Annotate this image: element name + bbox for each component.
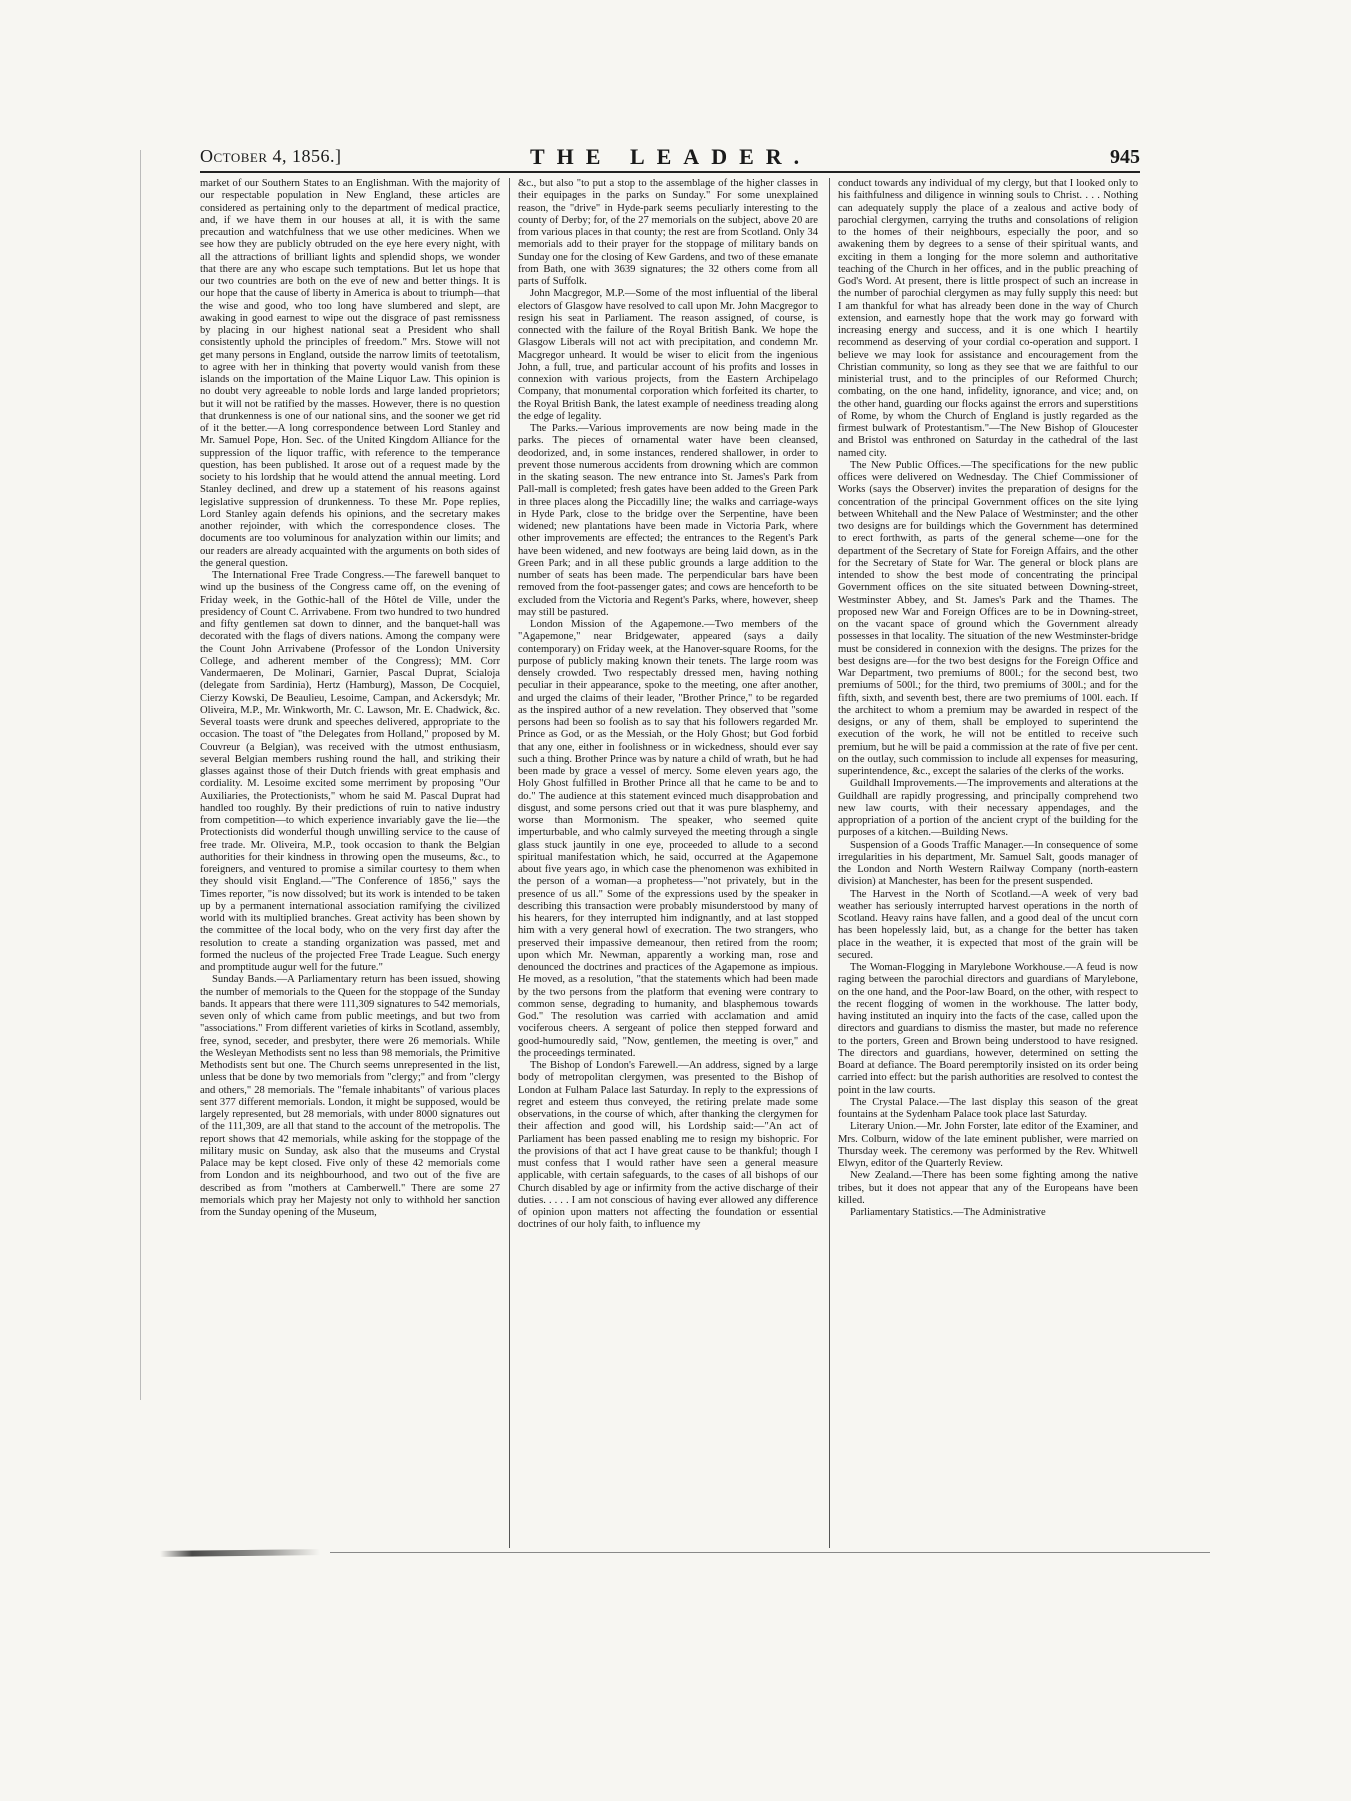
paragraph: Suspension of a Goods Traffic Manager.—In consequence of some irregularities in his department, Mr. Samuel Salt, goods manager of the London and North Western Railway Company (north-eastern division) at Manchester, has been for the present suspended.	[838, 839, 1138, 888]
paragraph: The Woman-Flogging in Marylebone Workhouse.—A feud is now raging between the parochial directors and guardians of Marylebone, on the one hand, and the Poor-law Board, on the other, with respect to the recent flogging of women in the workhouse. The latter body, having instituted an inquiry into the facts of the case, called upon the directors and guardians to dismiss the master, but made no reference to the porters, Green and Brown being understood to have resigned. The directors and guardians, however, determined on setting the Board at defiance. The Board peremptorily insisted on its order being carried into effect: but the parish authorities are resolved to contest the point in the law courts.	[838, 962, 1138, 1096]
page-number: 945	[1110, 146, 1140, 168]
paragraph: market of our Southern States to an Englishman. With the majority of our respectable population in New England, these articles are considered as pertaining only to the department of medical practice, and, if we have them in our houses at all, it is with the same precaution and watchfulness that we use other medicines. When we see how they are publicly obtruded on the eye here every night, with all the attractions of brilliant lights and splendid shops, we wonder that there are any who escape such temptations. But let us hope that our two countries are both on the eve of new and better things. It is our hope that the cause of liberty in America is about to triumph—that the wise and good, who too long have slumbered and slept, are awaking in good earnest to wipe out the disgrace of past remissness by placing in our highest national seat a President who shall consistently uphold the principles of freedom." Mrs. Stowe will not get many persons in England, outside the narrow limits of teetotalism, to agree with her in thinking that poverty would vanish from these islands on the importation of the Maine Liquor Law. This opinion is no doubt very agreeable to noble lords and large landed proprietors; but it will not be ratified by the masses. However, there is no question that drunkenness is one of our national sins, and the sooner we get rid of it the better.—A long correspondence between Lord Stanley and Mr. Samuel Pope, Hon. Sec. of the United Kingdom Alliance for the suppression of the liquor traffic, with reference to the temperance question, has been published. It arose out of a request made by the society to his lordship that he would attend the annual meeting. Lord Stanley declined, and drew up a statement of his reasons against legislative suppression of drunkenness. To these Mr. Pope replies, Lord Stanley again defends his opinions, and the secretary makes another rejoinder, with which the correspondence closes. The documents are too voluminous for analyzation within our limits; and our readers are already acquainted with the arguments on both sides of the general question.	[200, 178, 500, 569]
column-divider	[509, 178, 510, 1548]
paragraph: Sunday Bands.—A Parliamentary return has been issued, showing the number of memorials to the Queen for the stoppage of the Sunday bands. It appears that there were 111,309 signatures to 542 memorials, seven only of which came from public meetings, and but two from "associations." From different varieties of kirks in Scotland, assembly, free, synod, seceder, and presbyter, there were 26 memorials. While the Wesleyan Methodists sent no less than 98 memorials, the Primitive Methodists sent but one. The Church seems unrepresented in the list, unless that be done by two memorials from "clergy;" and from "clergy and others," 28 memorials. The "female inhabitants" of various places sent 377 different memorials. London, it might be supposed, would be largely represented, but 28 memorials, with under 8000 signatures out of the 111,309, are all that stand to the account of the metropolis. The report shows that 42 memorials, while asking for the stoppage of the military music on Sunday, ask also that the museums and Crystal Palace may be kept closed. Five only of these 42 memorials come from London and its neighbourhood, and two out of the five are described as from "mothers at Camberwell." There are some 27 memorials which pray her Majesty not only to withhold her sanction from the Sunday opening of the Museum,	[200, 974, 500, 1218]
paragraph: conduct towards any individual of my clergy, but that I looked only to his faithfulness and diligence in winning souls to Christ. . . . Nothing can adequately supply the place of a zealous and active body of parochial clergymen, carrying the truths and consolations of religion to the homes of their neighbours, especially the poor, and so awakening them by degrees to a sense of their spiritual wants, and exciting in them a longing for the more solemn and authoritative teaching of the Church in her offices, and in the public preaching of God's Word. At present, there is little prospect of such an increase in the number of parochial clergymen as may fully supply this need: but I am thankful for what has already been done in the way of Church extension, and earnestly hope that the work may go forward with increasing energy and success, and it is one which I heartily recommend as deserving of your cordial co-operation and support. I believe we may look for assistance and encouragement from the Christian community, so long as they see that we are faithful to our ministerial trust, and to the principles of our Reformed Church; combating, on the one hand, infidelity, ignorance, and vice; and, on the other hand, guarding our flocks against the errors and superstitions of Rome, by whom the Church of England is justly regarded as the firmest bulwark of Protestantism."—The New Bishop of Gloucester and Bristol was enthroned on Saturday in the cathedral of the last named city.	[838, 178, 1138, 459]
paragraph: The New Public Offices.—The specifications for the new public offices were delivered on Wednesday. The Chief Commissioner of Works (says the Observer) invites the preparation of designs for the concentration of the principal Government offices on the site lying between Whitehall and the New Palace of Westminster; and the other two designs are for buildings which the Government has determined to erect forthwith, as parts of the general scheme—one for the department of the Secretary of State for Foreign Affairs, and the other for the Secretary of State for War. The general or block plans are intended to show the best mode of concentrating the principal Government offices on the site situated between Downing-street, Westminster Abbey, and St. James's Park and the Thames. The proposed new War and Foreign Offices are to be in Downing-street, on the vacant space of ground which the Government already possesses in that locality. The situation of the new Westminster-bridge must be considered in connexion with the designs. The prizes for the best designs are—for the two best designs for the Foreign Office and War Department, two premiums of 800l.; for the second best, two premiums of 500l.; for the third, two premiums of 300l.; and for the fifth, sixth, and seventh best, there are two premiums of 100l. each. If the architect to whom a premium may be awarded in respect of the designs, or any of them, shall be employed to superintend the execution of the work, he will not be entitled to receive such premium, but he will be paid a commission at the rate of five per cent. on the outlay, such commission to include all expenses for measuring, superintendence, &c., except the salaries of the clerks of the works.	[838, 459, 1138, 777]
ink-smudge	[160, 1549, 320, 1557]
paragraph: Parliamentary Statistics.—The Administrative	[850, 1207, 1046, 1218]
paragraph: Guildhall Improvements.—The improvements and alterations at the Guildhall are rapidly progressing, and principally comprehend two new law courts, with their necessary appendages, and the appropriation of a portion of the ancient crypt of the building for the purposes of a kitchen.—Building News.	[838, 778, 1138, 839]
column-3	[838, 178, 1138, 1548]
paragraph: The Bishop of London's Farewell.—An address, signed by a large body of metropolitan clergymen, was presented to the Bishop of London at Fulham Palace last Saturday. In reply to the expressions of regret and esteem thus conveyed, the retiring prelate made some observations, in the course of which, after thanking the clergymen for their affection and good will, his Lordship said:—"An act of Parliament has been passed enabling me to resign my bishopric. For the provisions of that act I have great cause to be thankful; though I must confess that I would rather have seen a general measure applicable, with certain safeguards, to the cases of all bishops of our Church disabled by age or infirmity from the active discharge of their duties. . . . . I am not conscious of having ever allowed any difference of opinion upon matters not affecting the foundation or essential doctrines of our holy faith, to influence my	[518, 1060, 818, 1231]
paragraph: New Zealand.—There has been some fighting among the native tribes, but it does not appear that any of the Europeans have been killed.	[838, 1170, 1138, 1206]
paragraph: John Macgregor, M.P.—Some of the most influential of the liberal electors of Glasgow have resolved to call upon Mr. John Macgregor to resign his seat in Parliament. The reason assigned, of course, is connected with the failure of the Royal British Bank. We hope the Glasgow Liberals will not act with precipitation, and condemn Mr. Macgregor unheard. It would be wiser to elicit from the ingenious John, a full, true, and particular account of his profits and losses in connexion with various projects, from the Eastern Archipelago Company, that monumental corporation which forfeited its charter, to the Royal British Bank, the latest example of neediness treading along the edge of legality.	[518, 288, 818, 422]
column-divider	[829, 178, 830, 1548]
masthead-rule	[200, 171, 1140, 173]
binding-edge	[140, 150, 141, 1400]
bottom-rule	[330, 1552, 1210, 1553]
newspaper-title: THE LEADER.	[530, 144, 812, 169]
paragraph: &c., but also "to put a stop to the assemblage of the higher classes in their equipages in the parks on Sunday." For some unexplained reason, the "drive" in Hyde-park seems peculiarly interesting to the county of Derby; for, of the 27 memorials on the subject, above 20 are from various places in that county; the rest are from Scotland. Only 34 memorials add to their prayer for the stoppage of military bands on Sunday one for the closing of Kew Gardens, and two of these emanate from Bath, one with 3639 signatures; the 32 others come from all parts of Suffolk.	[518, 178, 818, 287]
paragraph: The Crystal Palace.—The last display this season of the great fountains at the Sydenham Palace took place last Saturday.	[838, 1096, 1138, 1120]
paragraph: Literary Union.—Mr. John Forster, late editor of the Examiner, and Mrs. Colburn, widow of the late eminent publisher, were married on Thursday week. The ceremony was performed by the Rev. Whitwell Elwyn, editor of the Quarterly Review.	[838, 1121, 1138, 1169]
column-1	[200, 178, 500, 1548]
paragraph: The Harvest in the North of Scotland.—A week of very bad weather has seriously interrupted harvest operations in the north of Scotland. Heavy rains have fallen, and a good deal of the uncut corn has been hopelessly laid, but, as a change for the better has taken place in the weather, it is expected that most of the grain will be secured.	[838, 888, 1138, 961]
paragraph: London Mission of the Agapemone.—Two members of the "Agapemone," near Bridgewater, appeared (says a daily contemporary) on Friday week, at the Hanover-square Rooms, for the purpose of publicly making known their tenets. The large room was densely crowded. Two respectably dressed men, having nothing peculiar in their appearance, spoke to the meeting, one after another, and urged the claims of their leader, "Brother Prince," to be regarded as the inspired author of a new revelation. They observed that "some persons had been so foolish as to say that his followers regarded Mr. Prince as God, or as the Messiah, or the Holy Ghost; but God forbid that any one, either in foolishness or in wickedness, should ever say such a thing. Brother Prince was by nature a child of wrath, but he had been made by grace a vessel of mercy. Some eleven years ago, the Holy Ghost fulfilled in Brother Prince all that he came to be and to do." The audience at this statement evinced much disapprobation and disgust, and some persons cried out that it was pure blasphemy, and worse than Mormonism. The speaker, who seemed quite imperturbable, and who calmly surveyed the meeting through a single glass stuck jauntily in one eye, proceeded to allude to a second spiritual manifestation which, he said, occurred at the Agapemone about five years ago, in which case the phenomenon was exhibited in the person of a woman—a prophetess—"not privately, but in the presence of us all." Some of the expressions used by the speaker in describing this transaction were probably misunderstood by many of his hearers, for they interrupted him indignantly, and at last stopped him with a very general howl of execration. The two strangers, who preserved their impassive demeanour, then retired from the room; upon which Mr. Newman, apparently a working man, rose and denounced the doctrines and practices of the Agapemone as impious. He moved, as a resolution, "that the statements which had been made by the two persons from the platform that evening were contrary to common sense, degrading to humanity, and blasphemous towards God." The resolution was carried with acclamation and amid vociferous cheers. A sergeant of police then stepped forward and good-humouredly said, "Now, gentlemen, the meeting is over," and the proceedings terminated.	[518, 619, 818, 1059]
paragraph: The Parks.—Various improvements are now being made in the parks. The pieces of ornamental water have been cleansed, deodorized, and, in some instances, rendered shallower, in order to prevent those numerous accidents from drowning which are common in the skating season. The new entrance into St. James's Park from Pall-mall is completed; fresh gates have been added to the Green Park in three places along the Piccadilly line; the walks and carriage-ways in Hyde Park, close to the bridge over the Serpentine, have been widened; new plantations have been made in Victoria Park, where other improvements are effected; the entrances to the Regent's Park have been widened, and new footways are being laid down, as in the Green Park; and in all these public grounds a large addition to the number of seats has been made. The perpendicular bars have been removed from the foot-passenger gates; and cows are henceforth to be excluded from the Victoria and Regent's Parks, where, however, sheep may still be pastured.	[518, 423, 818, 618]
masthead	[200, 146, 1140, 172]
issue-date: October 4, 1856.]	[200, 146, 342, 166]
paragraph: The International Free Trade Congress.—The farewell banquet to wind up the business of the Congress came off, on the evening of Friday week, in the Gothic-hall of the Hôtel de Ville, under the presidency of Count C. Arrivabene. From two hundred to two hundred and fifty gentlemen sat down to dinner, and the banquet-hall was decorated with the flags of divers nations. Among the company were the Count John Arrivabene (Professor of the London University College, and adherent member of the Congress); MM. Corr Vandermaeren, De Molinari, Garnier, Pascal Duprat, Scialoja (delegate from Sardinia), Hertz (Hamburg), Masson, De Cocquiel, Cierzy Kowski, De Beaulieu, Lesoime, Campan, and Ackersdyk; Mr. Oliveira, M.P., Mr. Winkworth, Mr. C. Lawson, Mr. E. Chadwick, &c. Several toasts were drunk and speeches delivered, appropriate to the occasion. The toast of "the Delegates from Holland," proposed by M. Couvreur (a Belgian), was received with the utmost enthusiasm, several Belgian members rushing round the hall, and striking their glasses against those of their Dutch friends with great emphasis and cordiality. M. Lesoime excited some merriment by proposing "Our Auxiliaries, the Protectionists," whom he said M. Pascal Duprat had handled too roughly. By their predictions of ruin to native industry from competition—to which experience invariably gave the lie—the Protectionists did wonderful though unwilling service to the cause of free trade. Mr. Oliveira, M.P., took occasion to thank the Belgian authorities for their kindness in throwing open the museums, &c., to foreigners, and ventured to promise a similar courtesy to them when they should visit England.—"The Conference of 1856," says the Times reporter, "is now dissolved; but its work is intended to be taken up by a permanent international association ramifying the civilized world with its multiplied branches. Great activity has been shown by the committee of the local body, who on the very first day after the resolution to create a standing organization was passed, met and formed the nucleus of the projected Free Trade League. Such energy and promptitude augur well for the future."	[200, 570, 500, 973]
column-2	[518, 178, 818, 1548]
